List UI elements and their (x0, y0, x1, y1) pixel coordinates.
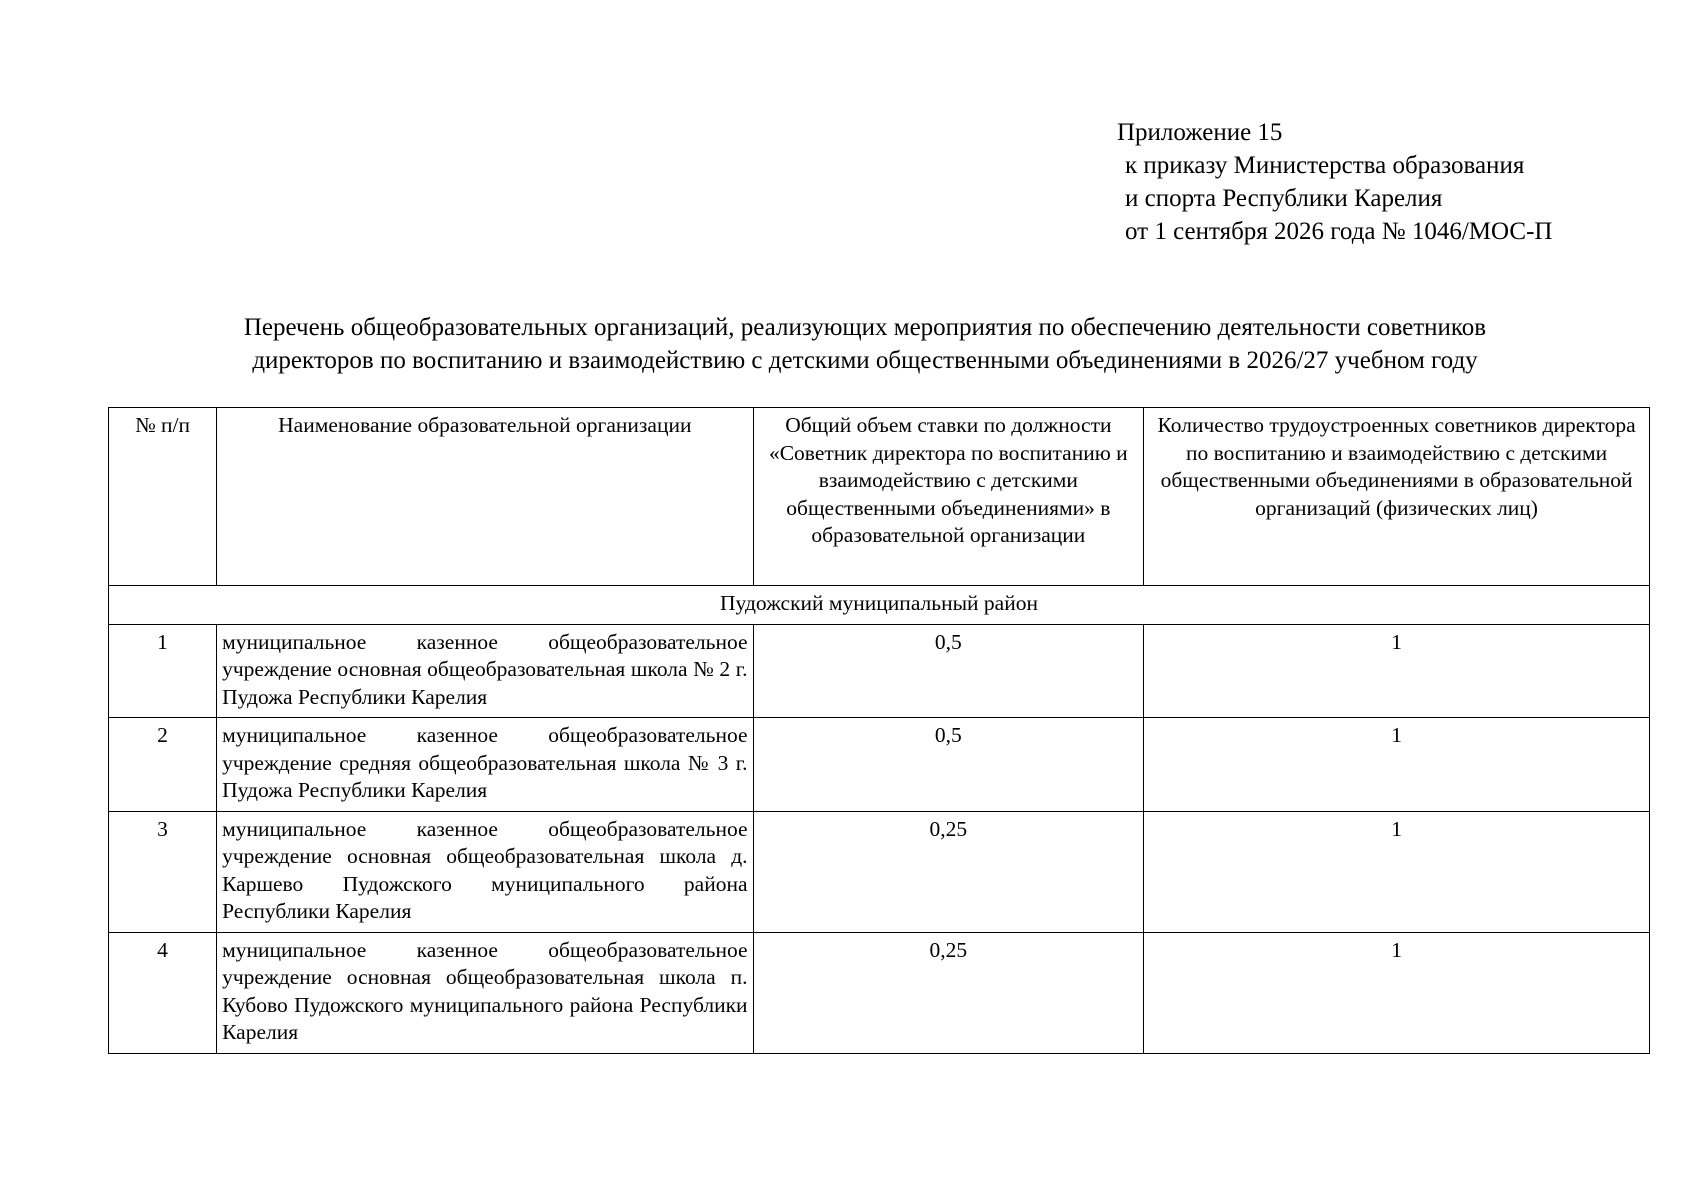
district-name: Пудожский муниципальный район (109, 586, 1650, 625)
organizations-table (108, 407, 1650, 1054)
table-row (109, 718, 1650, 812)
row-number: 4 (109, 932, 217, 1053)
header-rate-volume: Общий объем ставки по должности «Советник директора по воспитанию и взаимодействию с детскими общественными объединениями» в образовательной организации (753, 408, 1144, 586)
advisor-count: 1 (1144, 932, 1650, 1053)
organization-name: муниципальное казенное общеобразовательное учреждение средняя общеобразовательная школа № 3 г. Пудожа Республики Карелия (217, 718, 753, 812)
organization-name: муниципальное казенное общеобразовательное учреждение основная общеобразовательная школа № 2 г. Пудожа Республики Карелия (217, 624, 753, 718)
header-advisor-count: Количество трудоустроенных советников директора по воспитанию и взаимодействию с детскими общественными объединениями в образовательной организаций (физических лиц) (1144, 408, 1650, 586)
rate-volume: 0,5 (753, 718, 1144, 812)
advisor-count: 1 (1144, 718, 1650, 812)
document-title-line-1: Перечень общеобразовательных организаций, реализующих мероприятия по обеспечению деятельности советников (243, 314, 1487, 341)
table-row (109, 624, 1650, 718)
header-number: № п/п (109, 408, 217, 586)
table-row (109, 811, 1650, 932)
rate-volume: 0,25 (753, 932, 1144, 1053)
document-title-line-2: директоров по воспитанию и взаимодействию с детскими общественными объединениями в 2026/27 учебном году (252, 347, 1478, 374)
district-row (109, 586, 1650, 625)
rate-volume: 0,5 (753, 624, 1144, 718)
appendix-order-date: от 1 сентября 2026 года № 1046/МОС-П (1125, 218, 1553, 245)
appendix-ministry: и спорта Республики Карелия (1125, 185, 1443, 212)
advisor-count: 1 (1144, 624, 1650, 718)
advisor-count: 1 (1144, 811, 1650, 932)
organization-name: муниципальное казенное общеобразовательное учреждение основная общеобразовательная школа п. Кубово Пудожского муниципального района Республики Карелия (217, 932, 753, 1053)
table-row (109, 932, 1650, 1053)
organization-name: муниципальное казенное общеобразовательное учреждение основная общеобразовательная школа д. Каршево Пудожского муниципального района Республики Карелия (217, 811, 753, 932)
table-header-row (109, 408, 1650, 586)
header-organization-name: Наименование образовательной организации (217, 408, 753, 586)
rate-volume: 0,25 (753, 811, 1144, 932)
row-number: 3 (109, 811, 217, 932)
appendix-number: Приложение 15 (1117, 119, 1283, 146)
document-title (100, 311, 1630, 377)
row-number: 2 (109, 718, 217, 812)
appendix-header (1117, 116, 1552, 248)
row-number: 1 (109, 624, 217, 718)
appendix-order-ref: к приказу Министерства образования (1125, 152, 1525, 179)
